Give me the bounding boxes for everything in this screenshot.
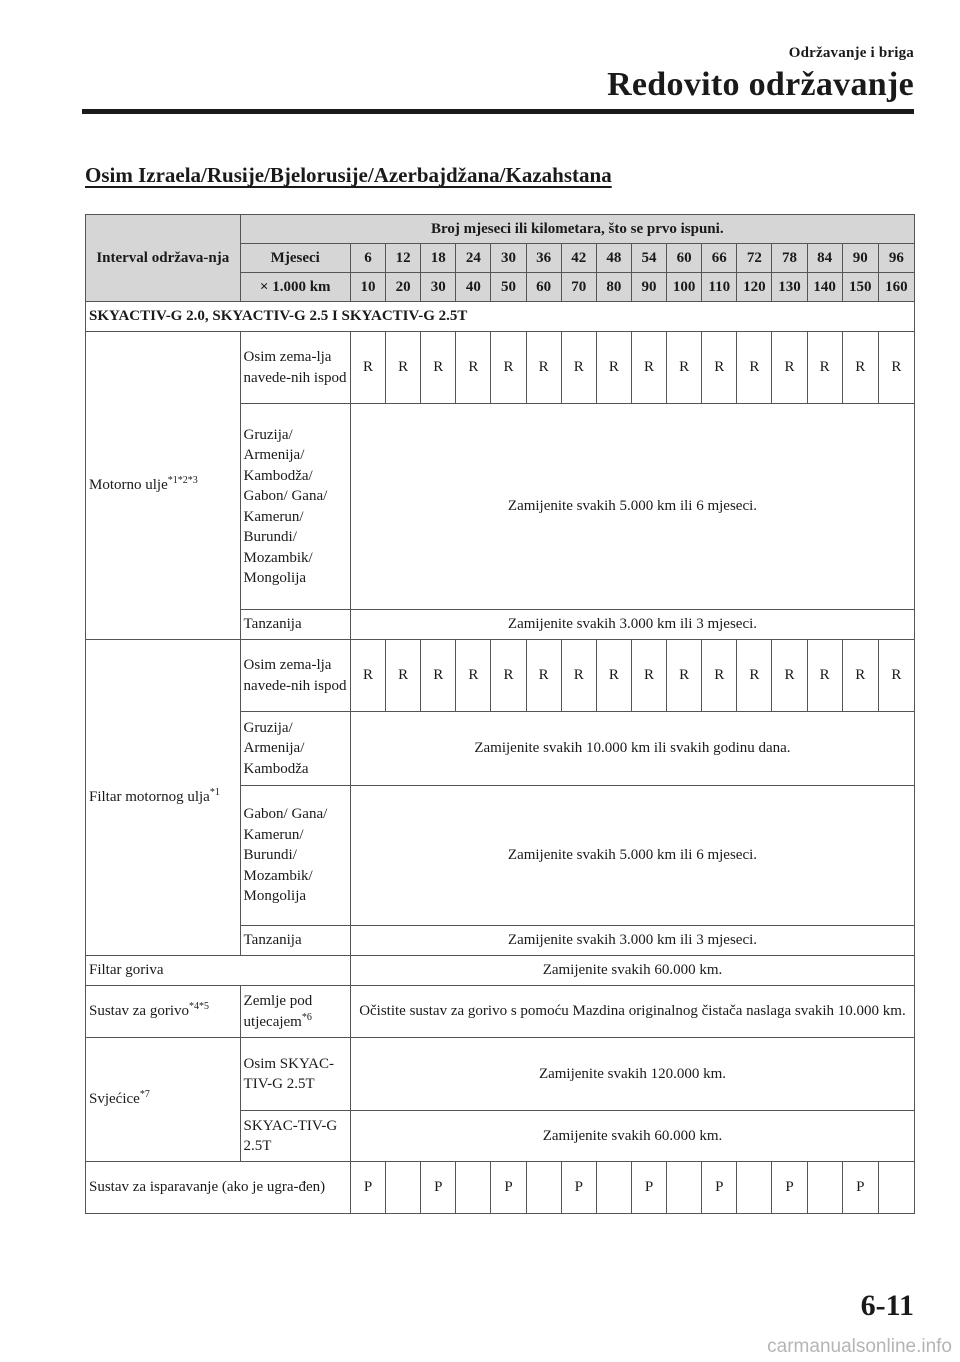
schedule-cell: R bbox=[456, 640, 491, 712]
km-cell: 90 bbox=[631, 273, 666, 302]
fuel-filter-label: Filtar goriva bbox=[86, 956, 351, 986]
schedule-cell: R bbox=[878, 640, 914, 712]
spark-plugs-label bbox=[86, 1038, 241, 1162]
region-label: Osim SKYAC-TIV-G 2.5T bbox=[240, 1038, 350, 1111]
schedule-cell: R bbox=[702, 640, 737, 712]
schedule-cell: R bbox=[421, 640, 456, 712]
km-cell: 60 bbox=[526, 273, 561, 302]
months-cell: 6 bbox=[350, 244, 385, 273]
schedule-cell: R bbox=[456, 332, 491, 404]
table-row bbox=[86, 1162, 915, 1214]
schedule-cell: R bbox=[386, 332, 421, 404]
schedule-cell: R bbox=[350, 332, 385, 404]
schedule-text: Zamijenite svakih 60.000 km. bbox=[350, 1111, 914, 1162]
engine-oil-label-text: Motorno ulje bbox=[89, 477, 168, 494]
months-cell: 90 bbox=[842, 244, 878, 273]
km-cell: 10 bbox=[350, 273, 385, 302]
schedule-cell: R bbox=[491, 332, 526, 404]
months-cell: 78 bbox=[772, 244, 807, 273]
region-label-text: Zemlje pod utjecajem bbox=[243, 993, 313, 1030]
region-label: Tanzanija bbox=[240, 610, 350, 640]
table-row bbox=[86, 332, 915, 404]
schedule-cell bbox=[667, 1162, 702, 1214]
km-cell: 130 bbox=[772, 273, 807, 302]
schedule-text: Očistite sustav za gorivo s pomoću Mazdina originalnog čistača naslaga svakih 10.000 km. bbox=[350, 986, 914, 1038]
engine-oil-label bbox=[86, 332, 241, 640]
months-cell: 96 bbox=[878, 244, 914, 273]
schedule-cell: R bbox=[526, 640, 561, 712]
km-cell: 140 bbox=[807, 273, 842, 302]
schedule-cell: R bbox=[772, 332, 807, 404]
months-label: Mjeseci bbox=[240, 244, 350, 273]
km-cell: 50 bbox=[491, 273, 526, 302]
table-row bbox=[86, 956, 915, 986]
months-cell: 36 bbox=[526, 244, 561, 273]
months-cell: 48 bbox=[596, 244, 631, 273]
km-cell: 160 bbox=[878, 273, 914, 302]
oil-filter-label-text: Filtar motornog ulja bbox=[89, 789, 210, 806]
chapter-subtitle: Održavanje i briga bbox=[788, 45, 914, 61]
schedule-text: Zamijenite svakih 10.000 km ili svakih godinu dana. bbox=[350, 712, 914, 786]
schedule-cell: R bbox=[631, 332, 666, 404]
header-rule bbox=[82, 109, 914, 114]
table-row bbox=[86, 1038, 915, 1111]
months-cell: 30 bbox=[491, 244, 526, 273]
schedule-cell: R bbox=[596, 640, 631, 712]
km-cell: 120 bbox=[737, 273, 772, 302]
watermark: carmanualsonline.info bbox=[767, 1336, 952, 1357]
schedule-text: Zamijenite svakih 3.000 km ili 3 mjeseci. bbox=[350, 610, 914, 640]
schedule-cell: R bbox=[667, 332, 702, 404]
schedule-cell: R bbox=[386, 640, 421, 712]
km-label: × 1.000 km bbox=[240, 273, 350, 302]
engine-oil-footnote: *1*2*3 bbox=[167, 475, 198, 487]
fuel-system-label bbox=[86, 986, 241, 1038]
schedule-cell bbox=[737, 1162, 772, 1214]
section-title: Osim Izraela/Rusije/Bjelorusije/Azerbajdžana/Kazahstana bbox=[85, 163, 612, 187]
schedule-text: Zamijenite svakih 5.000 km ili 6 mjeseci. bbox=[350, 786, 914, 926]
region-label bbox=[240, 986, 350, 1038]
schedule-cell: R bbox=[631, 640, 666, 712]
months-cell: 42 bbox=[561, 244, 596, 273]
schedule-cell bbox=[878, 1162, 914, 1214]
schedule-cell: R bbox=[842, 640, 878, 712]
schedule-cell: R bbox=[878, 332, 914, 404]
km-cell: 70 bbox=[561, 273, 596, 302]
km-cell: 40 bbox=[456, 273, 491, 302]
schedule-cell: R bbox=[702, 332, 737, 404]
schedule-cell: P bbox=[421, 1162, 456, 1214]
region-footnote: *6 bbox=[301, 1011, 312, 1023]
region-label: Osim zema-lja navede-nih ispod bbox=[240, 332, 350, 404]
km-cell: 150 bbox=[842, 273, 878, 302]
region-label: Gabon/ Gana/ Kamerun/ Burundi/ Mozambik/ Mongolija bbox=[240, 786, 350, 926]
chapter-title: Redovito održavanje bbox=[607, 66, 914, 103]
schedule-cell: R bbox=[667, 640, 702, 712]
months-cell: 84 bbox=[807, 244, 842, 273]
table-row bbox=[86, 640, 915, 712]
schedule-cell: P bbox=[842, 1162, 878, 1214]
oil-filter-label bbox=[86, 640, 241, 956]
spark-plugs-label-text: Svjećice bbox=[89, 1091, 140, 1108]
schedule-cell bbox=[386, 1162, 421, 1214]
schedule-cell: P bbox=[491, 1162, 526, 1214]
oil-filter-footnote: *1 bbox=[209, 787, 220, 799]
km-cell: 30 bbox=[421, 273, 456, 302]
schedule-cell: R bbox=[842, 332, 878, 404]
schedule-cell: P bbox=[702, 1162, 737, 1214]
schedule-cell: R bbox=[561, 640, 596, 712]
schedule-cell: R bbox=[772, 640, 807, 712]
engine-section-row: SKYACTIV-G 2.0, SKYACTIV-G 2.5 I SKYACTIV-G 2.5T bbox=[86, 302, 915, 332]
region-label: SKYAC-TIV-G 2.5T bbox=[240, 1111, 350, 1162]
table-row bbox=[86, 986, 915, 1038]
months-or-km-header: Broj mjeseci ili kilometara, što se prvo ispuni. bbox=[240, 215, 914, 244]
schedule-text: Zamijenite svakih 60.000 km. bbox=[350, 956, 914, 986]
schedule-cell bbox=[596, 1162, 631, 1214]
schedule-text: Zamijenite svakih 5.000 km ili 6 mjeseci. bbox=[350, 404, 914, 610]
evap-system-label: Sustav za isparavanje (ako je ugra-đen) bbox=[86, 1162, 351, 1214]
km-cell: 100 bbox=[667, 273, 702, 302]
schedule-cell: R bbox=[807, 332, 842, 404]
schedule-cell bbox=[456, 1162, 491, 1214]
km-cell: 80 bbox=[596, 273, 631, 302]
schedule-cell: R bbox=[807, 640, 842, 712]
region-label: Tanzanija bbox=[240, 926, 350, 956]
fuel-system-label-text: Sustav za gorivo bbox=[89, 1003, 189, 1020]
schedule-cell bbox=[526, 1162, 561, 1214]
region-label: Gruzija/ Armenija/ Kambodža/ Gabon/ Gana/ Kamerun/ Burundi/ Mozambik/ Mongolija bbox=[240, 404, 350, 610]
fuel-system-footnote: *4*5 bbox=[188, 1001, 209, 1013]
months-cell: 54 bbox=[631, 244, 666, 273]
months-cell: 24 bbox=[456, 244, 491, 273]
maintenance-table bbox=[85, 214, 915, 1214]
months-cell: 66 bbox=[702, 244, 737, 273]
schedule-cell: P bbox=[772, 1162, 807, 1214]
schedule-text: Zamijenite svakih 3.000 km ili 3 mjeseci. bbox=[350, 926, 914, 956]
schedule-cell: P bbox=[631, 1162, 666, 1214]
schedule-cell: R bbox=[491, 640, 526, 712]
schedule-cell: R bbox=[421, 332, 456, 404]
km-cell: 110 bbox=[702, 273, 737, 302]
months-cell: 18 bbox=[421, 244, 456, 273]
schedule-text: Zamijenite svakih 120.000 km. bbox=[350, 1038, 914, 1111]
schedule-cell bbox=[807, 1162, 842, 1214]
months-cell: 72 bbox=[737, 244, 772, 273]
schedule-cell: R bbox=[737, 332, 772, 404]
schedule-cell: R bbox=[561, 332, 596, 404]
months-cell: 60 bbox=[667, 244, 702, 273]
schedule-cell: R bbox=[526, 332, 561, 404]
km-cell: 20 bbox=[386, 273, 421, 302]
months-cell: 12 bbox=[386, 244, 421, 273]
page-number: 6-11 bbox=[860, 1289, 914, 1322]
schedule-cell: R bbox=[350, 640, 385, 712]
region-label: Gruzija/ Armenija/ Kambodža bbox=[240, 712, 350, 786]
interval-header: Interval održava-nja bbox=[86, 215, 241, 302]
schedule-cell: R bbox=[737, 640, 772, 712]
spark-plugs-footnote: *7 bbox=[139, 1089, 150, 1101]
schedule-cell: P bbox=[561, 1162, 596, 1214]
region-label: Osim zema-lja navede-nih ispod bbox=[240, 640, 350, 712]
schedule-cell: R bbox=[596, 332, 631, 404]
schedule-cell: P bbox=[350, 1162, 385, 1214]
